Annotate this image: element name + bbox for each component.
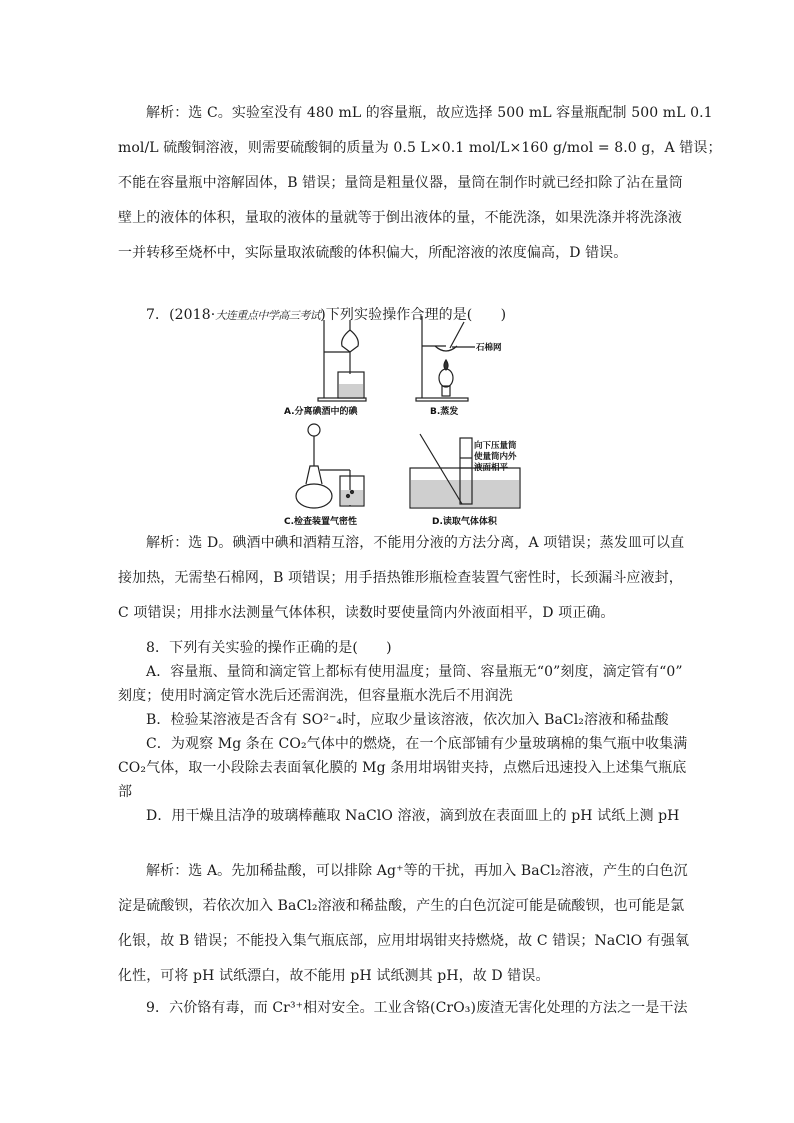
answer-6-explanation xyxy=(118,96,722,271)
text-line: 化银，故 B 错误；不能投入集气瓶底部，应用坩埚钳夹持燃烧，故 C 错误；NaClO 有强氧 xyxy=(118,933,690,949)
question-7-source: 大连重点中学高三考试 xyxy=(215,309,321,322)
text-line: 解析：选 C。实验室没有 480 mL 的容量瓶，故应选择 500 mL 容量瓶配制 500 mL 0.1 xyxy=(146,105,713,121)
text-line: 化性，可将 pH 试纸漂白，故不能用 pH 试纸测其 pH，故 D 错误。 xyxy=(118,968,550,984)
question-8-stem: 8．下列有关实验的操作正确的是( ) xyxy=(146,640,392,656)
option-a-line: A．容量瓶、量筒和滴定管上都标有使用温度；量筒、容量瓶无“0”刻度，滴定管有“0” xyxy=(146,664,683,680)
text-line: C 项错误；用排水法测量气体体积，读数时要使量筒内外液面相平，D 项正确。 xyxy=(118,605,615,621)
apparatus-d-gas-volume-reading xyxy=(410,434,520,527)
question-7-suffix: )下列实验操作合理的是( ) xyxy=(320,307,507,323)
question-9 xyxy=(118,997,688,1019)
option-c-line: 部 xyxy=(118,784,133,800)
text-line: 解析：选 D。碘酒中碘和酒精互溶，不能用分液的方法分离，A 项错误；蒸发皿可以直 xyxy=(146,535,685,551)
option-c-line: CO₂气体，取一小段除去表面氧化膜的 Mg 条用坩埚钳夹持，点燃后迅速投入上述集气瓶底 xyxy=(118,760,687,776)
text-line: 9．六价铬有毒，而 Cr³⁺相对安全。工业含铬(CrO₃)废渣无害化处理的方法之一是干法 xyxy=(146,1000,688,1016)
figure-7-apparatus xyxy=(280,308,550,533)
apparatus-c-airtightness-check xyxy=(284,424,364,527)
text-line: mol/L 硫酸铜溶液，则需要硫酸铜的质量为 0.5 L×0.1 mol/L×160 g/mol = 8.0 g，A 错误； xyxy=(118,140,722,156)
apparatus-a-separatory-funnel xyxy=(284,320,366,417)
label-d-note-1: 向下压量筒 xyxy=(474,441,517,451)
text-line: 淀是硫酸钡，若依次加入 BaCl₂溶液和稀盐酸，产生的白色沉淀可能是硫酸钡，也可能是氯 xyxy=(118,898,685,914)
label-d-note-3: 液面相平 xyxy=(474,463,509,473)
answer-7-explanation xyxy=(118,526,685,631)
label-asbestos-gauze: 石棉网 xyxy=(476,343,502,353)
caption-a: A.分离碘酒中的碘 xyxy=(284,407,358,417)
text-line: 不能在容量瓶中溶解固体，B 错误；量筒是粗量仪器，量筒在制作时就已经扣除了沾在量筒 xyxy=(118,175,683,191)
text-line: 接加热，无需垫石棉网，B 项错误；用手捂热锥形瓶检查装置气密性时，长颈漏斗应液封， xyxy=(118,570,683,586)
caption-b: B.蒸发 xyxy=(430,407,459,417)
text-line: 壁上的液体的体积，量取的液体的量就等于倒出液体的量，不能洗涤，如果洗涤并将洗涤液 xyxy=(118,210,682,226)
label-d-note-2: 使量筒内外 xyxy=(474,452,517,462)
text-line: 解析：选 A。先加稀盐酸，可以排除 Ag⁺等的干扰，再加入 BaCl₂溶液，产生的白色沉 xyxy=(146,863,688,879)
caption-d: D.读取气体体积 xyxy=(432,517,497,527)
option-a-line: 刻度；使用时滴定管水洗后还需润洗，但容量瓶水洗后不用润洗 xyxy=(118,688,513,704)
answer-8-explanation xyxy=(118,854,690,994)
question-8 xyxy=(118,636,688,828)
text-line: 一并转移至烧杯中，实际量取浓硫酸的体积偏大，所配溶液的浓度偏高，D 错误。 xyxy=(118,245,628,261)
option-c-line: C．为观察 Mg 条在 CO₂气体中的燃烧，在一个底部铺有少量玻璃棉的集气瓶中收集满 xyxy=(146,736,688,752)
question-7-prefix: 7．(2018· xyxy=(146,307,216,323)
option-b-line: B．检验某溶液是否含有 SO²⁻₄时，应取少量该溶液，依次加入 BaCl₂溶液和稀盐酸 xyxy=(146,712,669,728)
apparatus-b-evaporation xyxy=(416,316,502,417)
option-d-line: D．用干燥且洁净的玻璃棒蘸取 NaClO 溶液，滴到放在表面皿上的 pH 试纸上测 pH xyxy=(146,808,680,824)
caption-c: C.检查装置气密性 xyxy=(284,517,358,527)
